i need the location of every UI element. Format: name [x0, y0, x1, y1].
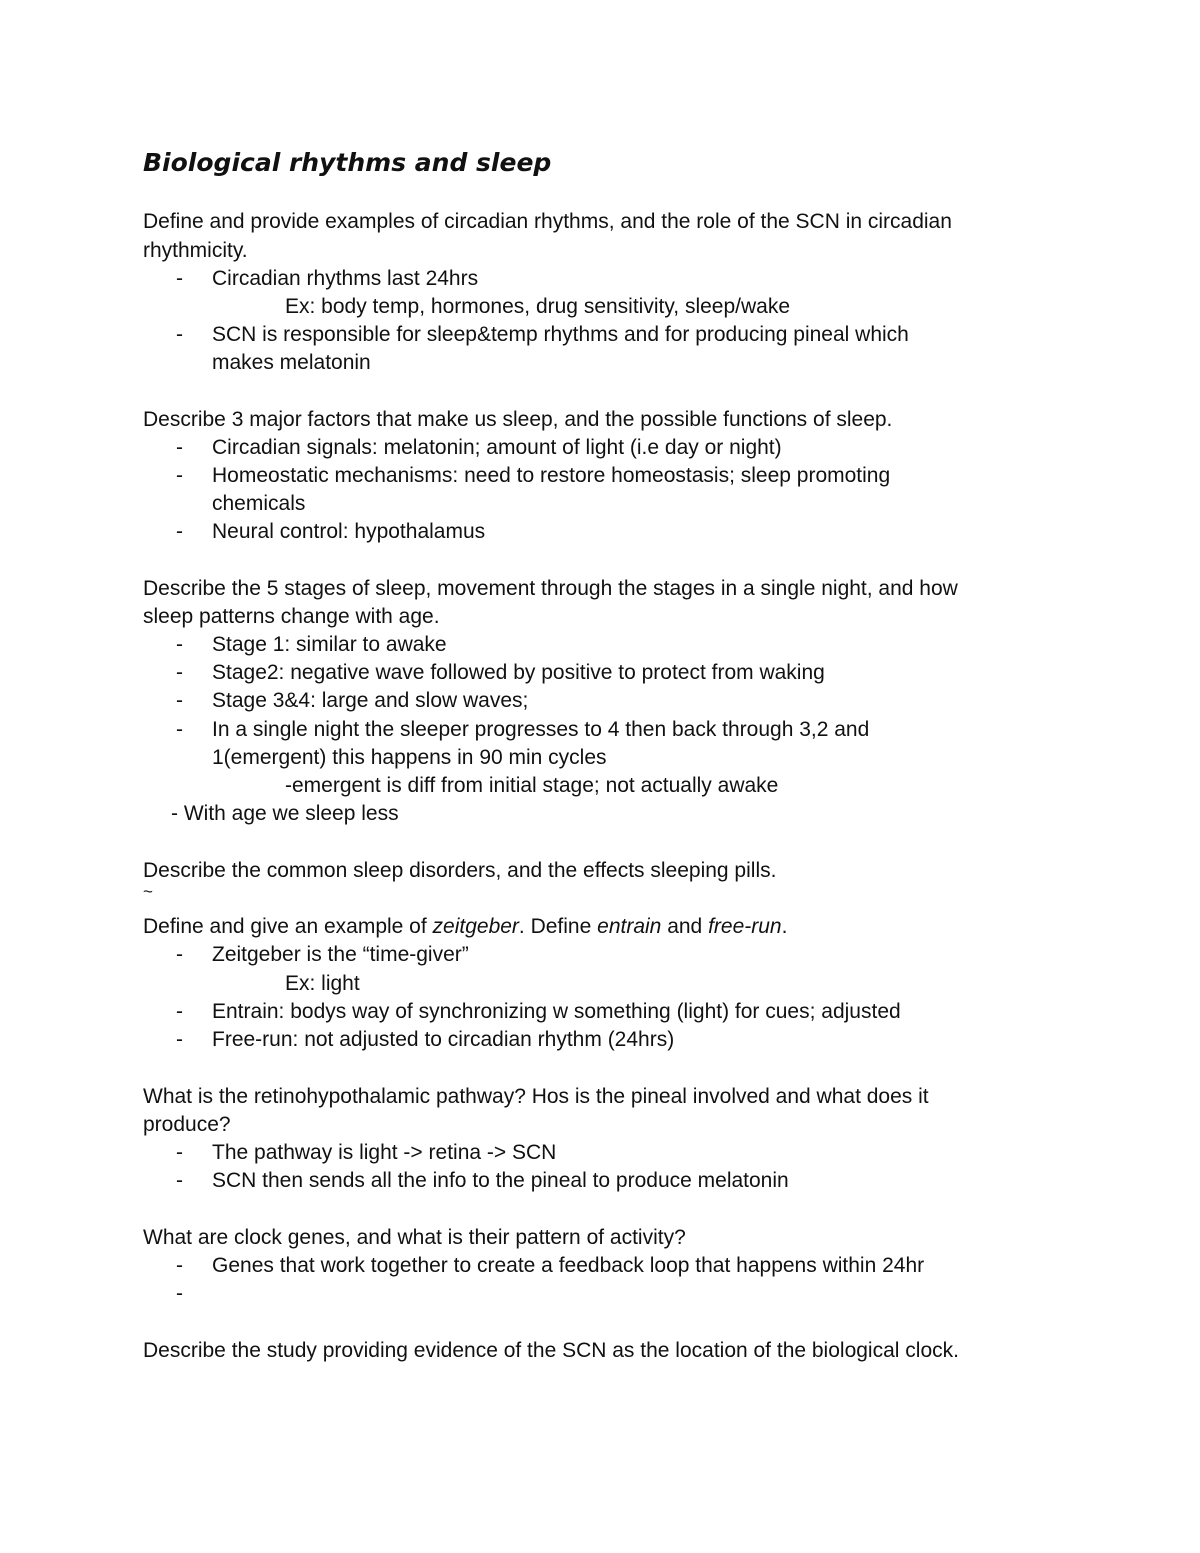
question-clock-genes: What are clock genes, and what is their pattern of activity?	[143, 1226, 686, 1249]
bullet-marker: -	[176, 1282, 183, 1305]
answer-scn-role-line2: makes melatonin	[212, 351, 371, 374]
answer-homeostatic-line2: chemicals	[212, 492, 306, 515]
bullet-marker: -	[176, 267, 183, 290]
answer-stage-3-4: Stage 3&4: large and slow waves;	[212, 689, 529, 712]
question-zeitgeber-text-e: and	[661, 915, 709, 938]
document-title: Biological rhythms and sleep	[143, 148, 552, 177]
answer-scn-role-line1: SCN is responsible for sleep&temp rhythms and for producing pineal which	[212, 323, 909, 346]
answer-circadian-examples: Ex: body temp, hormones, drug sensitivity, sleep/wake	[285, 295, 791, 318]
question-retinohypothalamic-line1: What is the retinohypothalamic pathway? Hos is the pineal involved and what does it	[143, 1085, 929, 1108]
question-scn-study: Describe the study providing evidence of the SCN as the location of the biological clock.	[143, 1339, 959, 1362]
answer-stage-1: Stage 1: similar to awake	[212, 633, 447, 656]
answer-circadian-duration: Circadian rhythms last 24hrs	[212, 267, 479, 290]
bullet-marker: -	[176, 633, 183, 656]
tilde-mark: ~	[143, 882, 153, 901]
bullet-marker: -	[176, 661, 183, 684]
question-sleep-stages-line1: Describe the 5 stages of sleep, movement through the stages in a single night, and how	[143, 577, 958, 600]
bullet-marker: -	[176, 464, 183, 487]
answer-single-night-line1: In a single night the sleeper progresses to 4 then back through 3,2 and	[212, 718, 870, 741]
answer-scn-pineal: SCN then sends all the info to the pineal to produce melatonin	[212, 1169, 789, 1192]
answer-neural-control: Neural control: hypothalamus	[212, 520, 486, 543]
question-zeitgeber-text-c: . Define	[518, 915, 598, 938]
answer-stage-2: Stage2: negative wave followed by positive to protect from waking	[212, 661, 825, 684]
answer-circadian-signals: Circadian signals: melatonin; amount of light (i.e day or night)	[212, 436, 782, 459]
answer-homeostatic-line1: Homeostatic mechanisms: need to restore homeostasis; sleep promoting	[212, 464, 891, 487]
bullet-marker: -	[176, 689, 183, 712]
question-sleep-disorders: Describe the common sleep disorders, and the effects sleeping pills.	[143, 859, 777, 882]
answer-entrain: Entrain: bodys way of synchronizing w something (light) for cues; adjusted	[212, 1000, 901, 1023]
question-zeitgeber-text-g: .	[781, 915, 788, 938]
question-sleep-factors: Describe 3 major factors that make us sleep, and the possible functions of sleep.	[143, 408, 893, 431]
bullet-marker: -	[176, 436, 183, 459]
bullet-marker: -	[176, 1169, 183, 1192]
question-circadian-line1: Define and provide examples of circadian rhythms, and the role of the SCN in circadian	[143, 210, 952, 233]
bullet-marker: -	[176, 520, 183, 543]
answer-single-night-line2: 1(emergent) this happens in 90 min cycles	[212, 746, 607, 769]
answer-age: - With age we sleep less	[171, 802, 399, 825]
bullet-marker: -	[176, 1028, 183, 1051]
question-retinohypothalamic-line2: produce?	[143, 1113, 231, 1136]
answer-free-run: Free-run: not adjusted to circadian rhythm (24hrs)	[212, 1028, 675, 1051]
term-entrain: entrain	[597, 915, 662, 938]
answer-emergent-note: -emergent is diff from initial stage; not actually awake	[285, 774, 779, 797]
bullet-marker: -	[176, 1141, 183, 1164]
bullet-marker: -	[176, 1254, 183, 1277]
bullet-marker: -	[176, 1000, 183, 1023]
answer-zeitgeber-example: Ex: light	[285, 972, 360, 995]
bullet-marker: -	[176, 323, 183, 346]
bullet-marker: -	[176, 943, 183, 966]
question-zeitgeber	[143, 913, 787, 941]
term-free-run: free-run	[708, 915, 782, 938]
question-zeitgeber-text-a: Define and give an example of	[143, 915, 433, 938]
answer-pathway: The pathway is light -> retina -> SCN	[212, 1141, 557, 1164]
question-circadian-line2: rhythmicity.	[143, 239, 248, 262]
bullet-marker: -	[176, 718, 183, 741]
answer-zeitgeber-definition: Zeitgeber is the “time-giver”	[212, 943, 469, 966]
question-sleep-stages-line2: sleep patterns change with age.	[143, 605, 440, 628]
answer-clock-genes: Genes that work together to create a feedback loop that happens within 24hr	[212, 1254, 925, 1277]
term-zeitgeber: zeitgeber	[432, 915, 519, 938]
